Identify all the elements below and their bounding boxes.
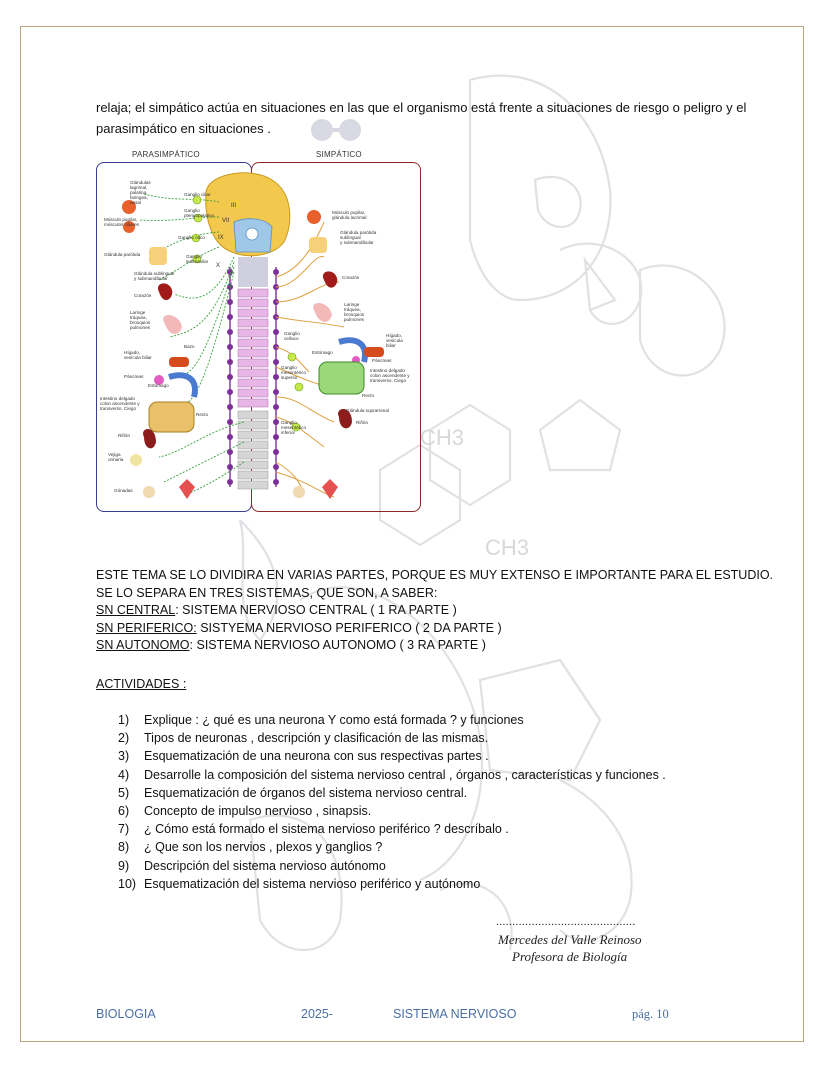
list-item: 5) Esquematización de órganos del sistema nervioso central.	[118, 785, 468, 800]
label-celiac-ganglion: Ganglio celíaco	[284, 331, 300, 341]
label-parotid-gland: Glándula parótida	[104, 252, 141, 257]
list-item: 4) Desarrolle la composición del sistema nervioso central , órganos , características y funciones .	[118, 767, 666, 782]
label-ciliary-ganglion: Ganglio ciliar	[184, 192, 211, 197]
label-rectum: Recto	[196, 412, 209, 417]
label-r-pancreas: Páncreas	[372, 358, 392, 363]
nervous-system-drawing	[94, 162, 424, 512]
label-r-pupillary-muscle: Músculo pupilar, glándula lacrimal	[332, 210, 367, 220]
cranial-nerve-10: X	[216, 263, 221, 269]
label-heart: Corazón	[134, 293, 152, 298]
cranial-nerve-7: VII	[222, 218, 230, 224]
system-autonomous-desc: : SISTEMA NERVIOSO AUTONOMO ( 3 RA PARTE )	[189, 638, 486, 652]
label-kidney: Riñón	[118, 433, 131, 438]
label-r-heart: Corazón	[342, 275, 360, 280]
label-r-larynx-lungs: Laringe tráquea, bronquios pulmones	[344, 302, 365, 322]
list-item: 1) Explique : ¿ qué es una neurona Y como está formada ? y funciones	[118, 713, 524, 727]
system-peripheral-abbr: SN PERIFERICO:	[96, 620, 197, 635]
cranial-nerve-9: IX	[218, 235, 224, 241]
system-central-abbr: SN CENTRAL	[96, 603, 176, 617]
label-r-liver: Hígado, vesícula biliar	[386, 333, 403, 348]
label-pancreas: Páncreas	[124, 374, 144, 379]
label-bladder: Vejiga urinaria	[108, 452, 124, 462]
label-lacrimal-glands: Glándulas lagrimal, palatina, faringea, nasal	[130, 180, 151, 205]
label-small-intestine: Intestino delgado colon ascendente y transverso. Ciego	[100, 396, 140, 411]
list-item: 2) Tipos de neuronas , descripción y clasificación de las mismas.	[118, 731, 489, 746]
label-pupillary-muscle: Músculo pupilar, músculos ciliares	[104, 217, 139, 227]
list-item: 3) Esquematización de una neurona con sus respectivas partes .	[118, 749, 489, 764]
label-liver: Hígado, vesícula biliar	[124, 350, 152, 360]
label-inferior-mesenteric-ganglion: Ganglio mesentérico inferior	[281, 420, 307, 435]
activities-list	[118, 711, 666, 893]
intro-line-1: ESTE TEMA SE LO DIVIDIRA EN VARIAS PARTES, PORQUE ES MUY EXTENSO E IMPORTANTE PARA EL ESTUDIO.	[96, 568, 774, 582]
sympathetic-title: SIMPÁTICO	[316, 150, 362, 159]
system-central	[96, 602, 796, 620]
label-gonads: Gónadas	[114, 488, 133, 493]
label-otic-ganglion: Ganglio ótico	[178, 235, 205, 240]
label-submaxillary-ganglion: Ganglio submaxilar	[186, 254, 209, 264]
cranial-nerve-3: III	[231, 203, 237, 209]
label-sublingual-gland: Glándula sublingual y submandibular	[134, 271, 175, 281]
label-r-rectum: Recto	[362, 393, 375, 398]
footer-page-number: pág. 10	[632, 1007, 669, 1021]
system-peripheral	[96, 620, 796, 638]
footer-subject: BIOLOGIA	[96, 1007, 156, 1021]
label-adrenal-gland: Glándula suprarrenal	[346, 408, 389, 413]
intro-paragraph: relaja; el simpático actúa en situaciones en las que el organismo está frente a situaciones de riesgo o peligro y el parasimpático en situaciones .	[96, 100, 747, 136]
parasympathetic-title: PARASIMPÁTICO	[132, 150, 200, 159]
label-stomach: Estómago	[148, 383, 169, 388]
list-item: 7) ¿ Cómo está formado el sistema nervioso periférico ? descríbalo .	[118, 822, 509, 837]
system-autonomous	[96, 637, 796, 655]
footer-topic: SISTEMA NERVIOSO	[393, 1007, 517, 1021]
list-item: 10) Esquematización del sistema nervioso periférico y autónomo	[118, 876, 481, 891]
signature-block	[496, 914, 642, 965]
watermark-ch3-top: CH3	[420, 425, 465, 450]
list-item: 6) Concepto de impulso nervioso , sinapsis.	[118, 804, 372, 819]
signature-name: Mercedes del Valle Reinoso	[498, 932, 642, 947]
label-spleen: Bazo	[184, 344, 195, 349]
label-superior-mesenteric-ganglion: Ganglio mesentérico superior	[281, 365, 307, 380]
label-r-stomach: Estómago	[312, 350, 333, 355]
system-autonomous-abbr: SN AUTONOMO	[96, 638, 190, 652]
signature-role: Profesora de Biología	[512, 949, 628, 964]
signature-line: ...........................................	[496, 916, 636, 928]
topic-description	[96, 567, 796, 655]
intro-line-2: SE LO SEPARA EN TRES SISTEMAS, QUE SON, A SABER:	[96, 585, 438, 600]
label-r-small-intestine: Intestino delgado colon ascendente y transverso. Ciego	[370, 368, 410, 383]
autonomic-nervous-system-diagram	[94, 150, 424, 512]
label-r-kidney: Riñón	[356, 420, 369, 425]
label-larynx-lungs: Laringe tráquea, bronquios pulmones	[130, 310, 151, 330]
list-item: 8) ¿ Que son los nervios , plexos y ganglios ?	[118, 840, 383, 855]
system-central-desc: : SISTEMA NERVIOSO CENTRAL ( 1 RA PARTE )	[175, 603, 457, 617]
label-r-parotid-gland: Glándula parótida sublingual y submandibular	[340, 230, 377, 245]
system-peripheral-desc: SISTYEMA NERVIOSO PERIFERICO ( 2 DA PARTE )	[196, 620, 502, 635]
watermark-ch3-bottom: CH3	[485, 535, 530, 560]
footer-year: 2025-	[301, 1007, 333, 1021]
list-item: 9) Descripción del sistema nervioso autónomo	[118, 858, 386, 873]
label-pterygopalatine-ganglion: Ganglio pterigopalatino	[184, 208, 215, 218]
activities-title: ACTIVIDADES :	[96, 677, 187, 691]
